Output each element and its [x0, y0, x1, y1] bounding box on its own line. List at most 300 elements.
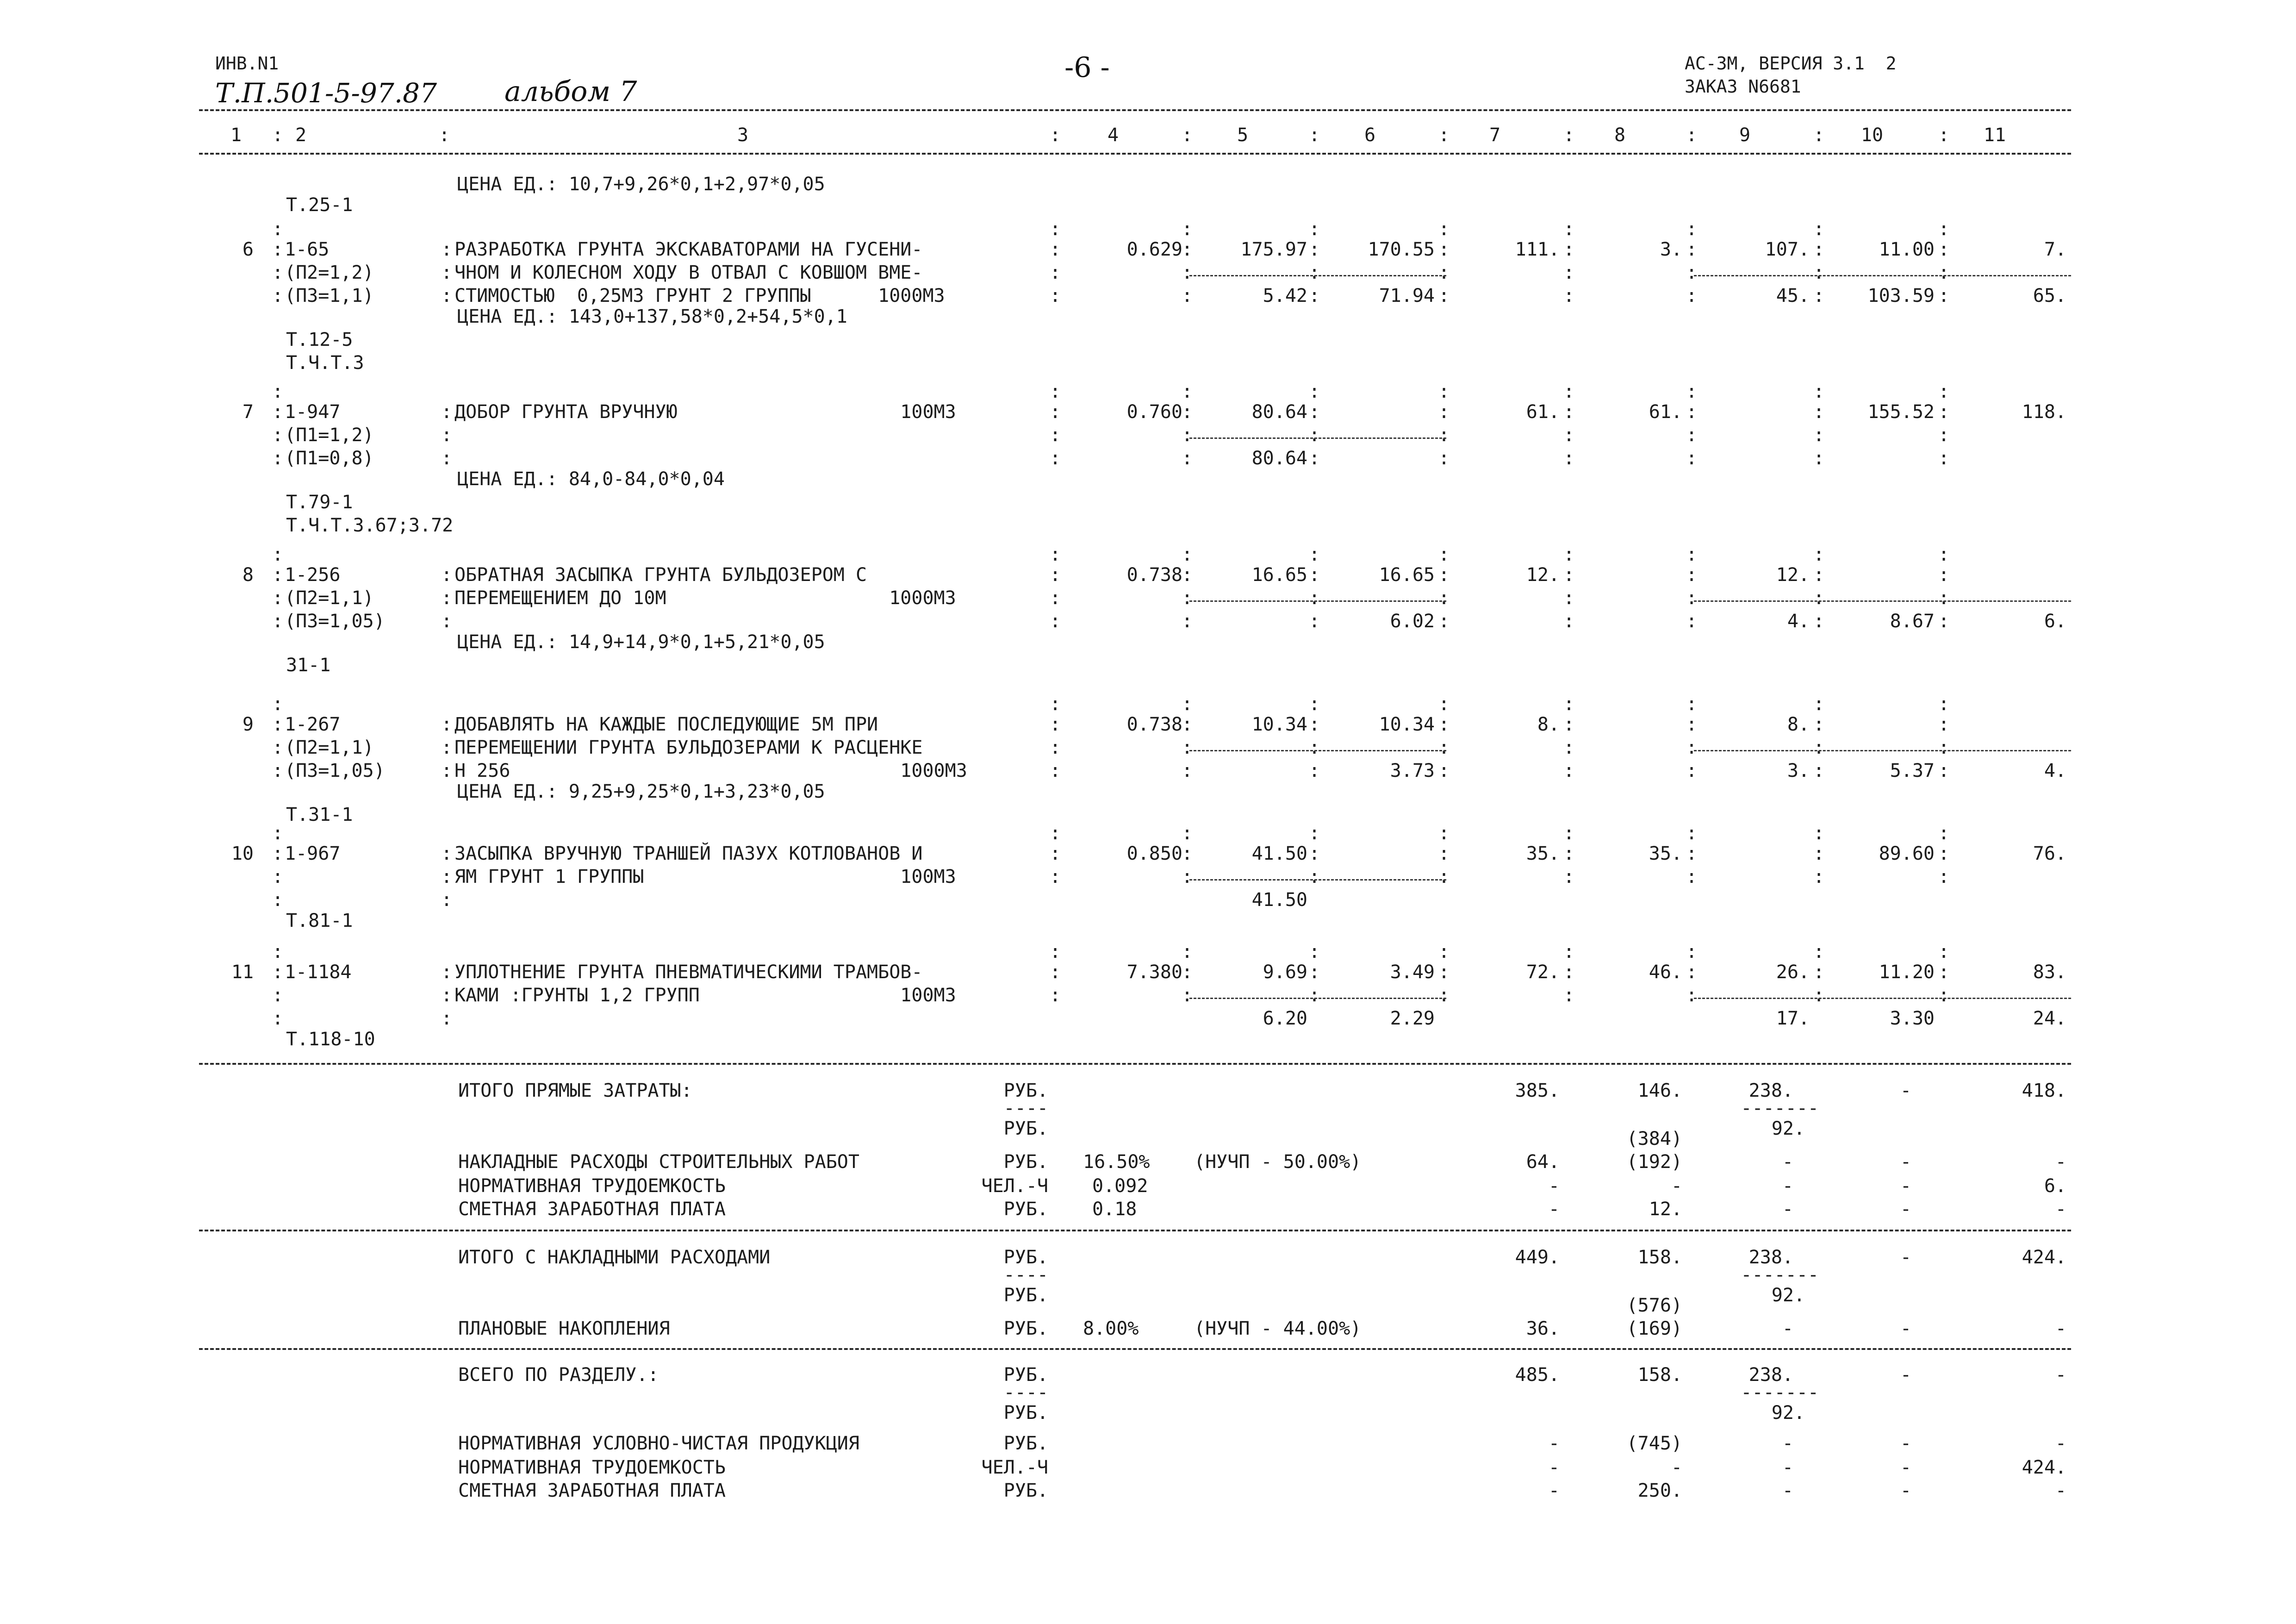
- total-label: ПЛАНОВЫЕ НАКОПЛЕНИЯ: [458, 1318, 670, 1339]
- row-colon: :: [1308, 544, 1320, 565]
- value-col9-sub: 45.: [1776, 285, 1810, 306]
- value-col9-sub: 17.: [1776, 1008, 1810, 1029]
- total-col11: 6.: [2044, 1175, 2066, 1197]
- row-colon: :: [272, 1008, 284, 1029]
- row-colon: :: [1686, 544, 1698, 565]
- column-colon: :: [1686, 125, 1698, 146]
- row-colon: :: [1438, 866, 1450, 887]
- row-colon: :: [1938, 941, 1950, 962]
- row-colon: :: [441, 714, 453, 735]
- row-colon: :: [1181, 985, 1193, 1006]
- row-colon: :: [1438, 714, 1450, 735]
- value-col5: 80.64: [1251, 401, 1307, 423]
- total-col10: -: [1900, 1151, 1911, 1173]
- row-colon: :: [1563, 262, 1575, 283]
- row-colon: :: [1563, 219, 1575, 240]
- value-col4: 0.629: [1126, 239, 1182, 260]
- row-colon: :: [441, 401, 453, 423]
- value-col8: 61.: [1649, 401, 1682, 423]
- row-colon: :: [1938, 425, 1950, 446]
- row-colon: :: [1181, 941, 1193, 962]
- cell-separator: [1694, 750, 2071, 751]
- rate-code: (П3=1,05): [285, 611, 385, 632]
- total-col9-2: 92.: [1771, 1285, 1805, 1306]
- column-colon: :: [272, 125, 284, 146]
- total-col7: 485.: [1515, 1364, 1560, 1386]
- row-colon: :: [1686, 448, 1698, 469]
- value-col6: 170.55: [1368, 239, 1435, 260]
- total-col9: -: [1782, 1433, 1793, 1454]
- column-colon: :: [1438, 125, 1450, 146]
- value-col10: 11.00: [1879, 239, 1935, 260]
- total-col9: 238.: [1748, 1080, 1793, 1101]
- row-colon: :: [1813, 587, 1825, 609]
- row-colon: :: [272, 866, 284, 887]
- row-colon: :: [1813, 381, 1825, 402]
- row-colon: :: [1938, 381, 1950, 402]
- row-colon: :: [1181, 219, 1193, 240]
- row-colon: :: [1813, 239, 1825, 260]
- row-colon: :: [1049, 262, 1061, 283]
- column-header-5: 5: [1237, 125, 1249, 146]
- row-colon: :: [1308, 587, 1320, 609]
- row-colon: :: [272, 285, 284, 306]
- value-col10-sub: 8.67: [1890, 611, 1935, 632]
- row-colon: :: [1438, 262, 1450, 283]
- row-colon: :: [1563, 941, 1575, 962]
- row-colon: :: [1686, 381, 1698, 402]
- row-colon: :: [1181, 587, 1193, 609]
- value-col9: 107.: [1765, 239, 1810, 260]
- total-coefficient: 0.18: [1092, 1199, 1137, 1220]
- row-colon: :: [1438, 843, 1450, 864]
- value-col7: 111.: [1515, 239, 1560, 260]
- reference: Т.12-5: [286, 329, 353, 350]
- total-col8-bracket: (384): [1626, 1128, 1682, 1149]
- row-colon: :: [1049, 564, 1061, 586]
- item-number: 7: [242, 401, 254, 423]
- value-col11: 83.: [2033, 962, 2066, 983]
- total-col9: -: [1782, 1318, 1793, 1339]
- item-number: 10: [231, 843, 254, 864]
- row-colon: :: [1686, 941, 1698, 962]
- row-colon: :: [1813, 611, 1825, 632]
- value-col5-sub: 80.64: [1251, 448, 1307, 469]
- total-col11: -: [2055, 1151, 2066, 1173]
- row-colon: :: [1049, 962, 1061, 983]
- column-header-8: 8: [1614, 125, 1626, 146]
- row-colon: :: [1181, 262, 1193, 283]
- row-colon: :: [1686, 611, 1698, 632]
- row-colon: :: [1686, 962, 1698, 983]
- total-col7: -: [1548, 1175, 1560, 1197]
- total-col8: 146.: [1637, 1080, 1682, 1101]
- row-colon: :: [1686, 737, 1698, 758]
- row-colon: :: [1938, 587, 1950, 609]
- row-colon: :: [441, 425, 453, 446]
- row-colon: :: [272, 239, 284, 260]
- row-colon: :: [1813, 693, 1825, 715]
- column-header-1: 1: [230, 125, 242, 146]
- row-colon: :: [272, 262, 284, 283]
- row-colon: :: [1049, 611, 1061, 632]
- rate-code: (П2=1,1): [285, 587, 374, 609]
- row-colon: :: [1308, 381, 1320, 402]
- column-header-9: 9: [1739, 125, 1751, 146]
- value-col4: 0.760: [1126, 401, 1182, 423]
- row-colon: :: [1308, 401, 1320, 423]
- total-label: ВСЕГО ПО РАЗДЕЛУ.:: [458, 1364, 659, 1386]
- value-col6: 16.65: [1379, 564, 1435, 586]
- row-colon: :: [1813, 760, 1825, 781]
- row-colon: :: [1686, 285, 1698, 306]
- row-colon: :: [1308, 962, 1320, 983]
- row-colon: :: [1813, 714, 1825, 735]
- row-colon: :: [1813, 962, 1825, 983]
- value-col9-sub: 4.: [1787, 611, 1810, 632]
- column-header-4: 4: [1107, 125, 1119, 146]
- total-unit-sep: ----: [1003, 1264, 1048, 1286]
- work-description: УПЛОТНЕНИЕ ГРУНТА ПНЕВМАТИЧЕСКИМИ ТРАМБОВ-: [454, 962, 923, 983]
- total-label: НАКЛАДНЫЕ РАСХОДЫ СТРОИТЕЛЬНЫХ РАБОТ: [458, 1151, 859, 1173]
- row-colon: :: [1308, 843, 1320, 864]
- row-colon: :: [1938, 962, 1950, 983]
- row-colon: :: [1049, 760, 1061, 781]
- value-col5-sub: 6.20: [1263, 1008, 1307, 1029]
- row-colon: :: [1438, 401, 1450, 423]
- value-col11: 7.: [2044, 239, 2066, 260]
- total-label: СМЕТНАЯ ЗАРАБОТНАЯ ПЛАТА: [458, 1199, 726, 1220]
- total-col9: -: [1782, 1199, 1793, 1220]
- row-colon: :: [1938, 285, 1950, 306]
- value-col4: 0.850: [1126, 843, 1182, 864]
- row-colon: :: [1563, 381, 1575, 402]
- unit-price: ЦЕНА ЕД.: 14,9+14,9*0,1+5,21*0,05: [457, 631, 825, 653]
- total-col9-sep: -------: [1741, 1098, 1819, 1119]
- row-colon: :: [1686, 866, 1698, 887]
- row-colon: :: [1938, 693, 1950, 715]
- row-colon: :: [1049, 401, 1061, 423]
- row-colon: :: [1438, 611, 1450, 632]
- total-col8: 250.: [1637, 1480, 1682, 1501]
- row-colon: :: [1438, 737, 1450, 758]
- work-description: ДОБОР ГРУНТА ВРУЧНУЮ 100М3: [454, 401, 956, 423]
- total-col8-bracket: (576): [1626, 1295, 1682, 1316]
- value-col6-sub: 3.73: [1390, 760, 1435, 781]
- value-col6: 3.49: [1390, 962, 1435, 983]
- column-header-10: 10: [1860, 125, 1884, 146]
- rate-code: 1-267: [285, 714, 341, 735]
- value-col7: 8.: [1537, 714, 1560, 735]
- row-colon: :: [1181, 714, 1193, 735]
- project-number: Т.П.501-5-97.87: [215, 77, 437, 109]
- total-unit-2: РУБ.: [1003, 1285, 1048, 1306]
- total-col10: -: [1900, 1480, 1911, 1501]
- row-colon: :: [1308, 262, 1320, 283]
- value-col10-sub: 103.59: [1867, 285, 1935, 306]
- total-label: НОРМАТИВНАЯ ТРУДОЕМКОСТЬ: [458, 1175, 726, 1197]
- rate-code: 1-947: [285, 401, 341, 423]
- value-col10: 89.60: [1879, 843, 1935, 864]
- row-colon: :: [1686, 985, 1698, 1006]
- reference: Т.118-10: [286, 1029, 375, 1050]
- cell-separator: [1189, 437, 1446, 439]
- reference: 31-1: [286, 655, 331, 676]
- album-label: альбом 7: [504, 75, 637, 108]
- reference: Т.25-1: [286, 194, 353, 216]
- row-colon: :: [1308, 737, 1320, 758]
- row-colon: :: [1813, 219, 1825, 240]
- row-colon: :: [1563, 962, 1575, 983]
- row-colon: :: [1181, 962, 1193, 983]
- total-label: НОРМАТИВНАЯ УСЛОВНО-ЧИСТАЯ ПРОДУКЦИЯ: [458, 1433, 859, 1454]
- row-colon: :: [1181, 823, 1193, 844]
- row-colon: :: [272, 219, 284, 240]
- row-colon: :: [1813, 941, 1825, 962]
- row-colon: :: [1938, 843, 1950, 864]
- total-col11: -: [2055, 1480, 2066, 1501]
- total-col7: -: [1548, 1433, 1560, 1454]
- row-colon: :: [1181, 564, 1193, 586]
- row-colon: :: [1686, 714, 1698, 735]
- rate-code: 1-256: [285, 564, 341, 586]
- total-col10: -: [1900, 1080, 1911, 1101]
- total-col7: -: [1548, 1457, 1560, 1478]
- row-colon: :: [441, 564, 453, 586]
- value-col7: 12.: [1526, 564, 1560, 586]
- row-colon: :: [1049, 425, 1061, 446]
- row-colon: :: [272, 544, 284, 565]
- value-col8: 35.: [1649, 843, 1682, 864]
- value-col11-sub: 4.: [2044, 760, 2066, 781]
- system-version: АС-3М, ВЕРСИЯ 3.1 2: [1685, 53, 1897, 74]
- unit-price: ЦЕНА ЕД.: 84,0-84,0*0,04: [457, 468, 725, 490]
- row-colon: :: [1049, 737, 1061, 758]
- row-colon: :: [1181, 843, 1193, 864]
- total-unit: РУБ.: [1003, 1247, 1048, 1268]
- row-colon: :: [1938, 401, 1950, 423]
- page-number: -6 -: [1064, 51, 1110, 84]
- row-colon: :: [1308, 985, 1320, 1006]
- value-col5-sub: 41.50: [1251, 889, 1307, 911]
- row-colon: :: [1686, 219, 1698, 240]
- row-colon: :: [1686, 587, 1698, 609]
- row-colon: :: [1563, 843, 1575, 864]
- total-col7: 449.: [1515, 1247, 1560, 1268]
- row-colon: :: [1813, 985, 1825, 1006]
- total-unit: ЧЕЛ.-Ч: [981, 1175, 1048, 1197]
- total-col8: 158.: [1637, 1364, 1682, 1386]
- work-description: ДОБАВЛЯТЬ НА КАЖДЫЕ ПОСЛЕДУЮЩИЕ 5М ПРИ: [454, 714, 878, 735]
- cell-separator: [1694, 600, 2071, 602]
- cell-separator: [1189, 750, 1446, 751]
- row-colon: :: [1308, 714, 1320, 735]
- value-col8: 46.: [1649, 962, 1682, 983]
- total-col9-sep: -------: [1741, 1382, 1819, 1403]
- total-col8: (169): [1626, 1318, 1682, 1339]
- total-label: СМЕТНАЯ ЗАРАБОТНАЯ ПЛАТА: [458, 1480, 726, 1501]
- reference: Т.31-1: [286, 804, 353, 825]
- total-col8: 158.: [1637, 1247, 1682, 1268]
- total-note: (НУЧП - 50.00%): [1194, 1151, 1362, 1173]
- column-header-7: 7: [1489, 125, 1501, 146]
- row-colon: :: [1563, 823, 1575, 844]
- row-colon: :: [1563, 611, 1575, 632]
- work-description: КАМИ :ГРУНТЫ 1,2 ГРУПП 100М3: [454, 985, 956, 1006]
- row-colon: :: [1308, 564, 1320, 586]
- row-colon: :: [272, 425, 284, 446]
- rate-code: (П1=0,8): [285, 448, 374, 469]
- row-colon: :: [1308, 866, 1320, 887]
- row-colon: :: [1813, 262, 1825, 283]
- work-description: ПЕРЕМЕЩЕНИИ ГРУНТА БУЛЬДОЗЕРАМИ К РАСЦЕНКЕ: [454, 737, 923, 758]
- row-colon: :: [1181, 611, 1193, 632]
- row-colon: :: [1686, 693, 1698, 715]
- row-colon: :: [1181, 448, 1193, 469]
- total-col10: -: [1900, 1199, 1911, 1220]
- row-colon: :: [272, 843, 284, 864]
- value-col5-sub: 5.42: [1263, 285, 1307, 306]
- row-colon: :: [1308, 239, 1320, 260]
- cell-separator: [1694, 998, 2071, 999]
- row-colon: :: [1308, 285, 1320, 306]
- row-colon: :: [272, 962, 284, 983]
- item-number: 11: [231, 962, 254, 983]
- rate-code: (П2=1,1): [285, 737, 374, 758]
- value-col5: 10.34: [1251, 714, 1307, 735]
- row-colon: :: [1438, 448, 1450, 469]
- row-colon: :: [1049, 714, 1061, 735]
- row-colon: :: [1938, 611, 1950, 632]
- row-colon: :: [441, 262, 453, 283]
- total-col7: -: [1548, 1199, 1560, 1220]
- total-label: НОРМАТИВНАЯ ТРУДОЕМКОСТЬ: [458, 1457, 726, 1478]
- row-colon: :: [1049, 985, 1061, 1006]
- total-col11: -: [2055, 1199, 2066, 1220]
- total-col9-2: 92.: [1771, 1118, 1805, 1139]
- row-colon: :: [272, 587, 284, 609]
- total-col11: 418.: [2022, 1080, 2066, 1101]
- row-colon: :: [1686, 425, 1698, 446]
- row-colon: :: [1938, 219, 1950, 240]
- reference: Т.79-1: [286, 492, 353, 513]
- row-colon: :: [1308, 219, 1320, 240]
- row-colon: :: [1049, 381, 1061, 402]
- total-coefficient: 0.092: [1092, 1175, 1148, 1197]
- total-col11: -: [2055, 1364, 2066, 1386]
- value-col10: 155.52: [1867, 401, 1935, 423]
- value-col6-sub: 2.29: [1390, 1008, 1435, 1029]
- total-col8: (745): [1626, 1433, 1682, 1454]
- rate-code: 1-1184: [285, 962, 352, 983]
- column-header-6: 6: [1364, 125, 1376, 146]
- column-header-2: 2: [295, 125, 307, 146]
- total-col9: -: [1782, 1151, 1793, 1173]
- work-description: ЗАСЫПКА ВРУЧНУЮ ТРАНШЕЙ ПАЗУХ КОТЛОВАНОВ И: [454, 843, 923, 864]
- row-colon: :: [1181, 239, 1193, 260]
- row-colon: :: [1938, 544, 1950, 565]
- total-unit: РУБ.: [1003, 1480, 1048, 1501]
- total-col9: 238.: [1748, 1364, 1793, 1386]
- cell-separator: [1189, 275, 1446, 276]
- row-colon: :: [1049, 219, 1061, 240]
- value-col5: 41.50: [1251, 843, 1307, 864]
- row-colon: :: [441, 611, 453, 632]
- row-colon: :: [1686, 239, 1698, 260]
- work-description: ОБРАТНАЯ ЗАСЫПКА ГРУНТА БУЛЬДОЗЕРОМ С: [454, 564, 867, 586]
- row-colon: :: [1686, 823, 1698, 844]
- total-percent: 8.00%: [1083, 1318, 1139, 1339]
- row-colon: :: [1563, 564, 1575, 586]
- row-colon: :: [1563, 760, 1575, 781]
- row-colon: :: [1563, 587, 1575, 609]
- column-colon: :: [1181, 125, 1193, 146]
- row-colon: :: [1181, 381, 1193, 402]
- cell-separator: [1189, 600, 1446, 602]
- cell-separator: [1189, 998, 1446, 999]
- row-colon: :: [1563, 285, 1575, 306]
- row-colon: :: [1938, 866, 1950, 887]
- row-colon: :: [1563, 448, 1575, 469]
- unit-price: ЦЕНА ЕД.: 10,7+9,26*0,1+2,97*0,05: [457, 174, 825, 195]
- column-colon: :: [438, 125, 450, 146]
- value-col7: 72.: [1526, 962, 1560, 983]
- total-unit: РУБ.: [1003, 1364, 1048, 1386]
- cell-separator: [1694, 275, 2071, 276]
- row-colon: :: [1813, 823, 1825, 844]
- row-colon: :: [1049, 587, 1061, 609]
- total-col8: -: [1671, 1457, 1682, 1478]
- row-colon: :: [441, 962, 453, 983]
- value-col5: 175.97: [1240, 239, 1307, 260]
- inventory-number: ИНВ.N1: [215, 53, 279, 74]
- rate-code: 1-65: [285, 239, 330, 260]
- total-col9: -: [1782, 1457, 1793, 1478]
- value-col7: 35.: [1526, 843, 1560, 864]
- row-colon: :: [1049, 941, 1061, 962]
- row-colon: :: [1686, 760, 1698, 781]
- row-colon: :: [1438, 285, 1450, 306]
- row-colon: :: [1049, 544, 1061, 565]
- unit-price: ЦЕНА ЕД.: 143,0+137,58*0,2+54,5*0,1: [457, 306, 847, 327]
- row-colon: :: [441, 1008, 453, 1029]
- rate-code: (П2=1,2): [285, 262, 374, 283]
- row-colon: :: [1813, 448, 1825, 469]
- total-col11: 424.: [2022, 1457, 2066, 1478]
- work-description: ПЕРЕМЕЩЕНИЕМ ДО 10М 1000М3: [454, 587, 956, 609]
- reference: Т.Ч.Т.3: [286, 352, 364, 374]
- row-colon: :: [441, 985, 453, 1006]
- row-colon: :: [1181, 401, 1193, 423]
- total-col8: (192): [1626, 1151, 1682, 1173]
- row-colon: :: [1181, 737, 1193, 758]
- row-colon: :: [1813, 866, 1825, 887]
- total-col9: -: [1782, 1175, 1793, 1197]
- total-col10: -: [1900, 1433, 1911, 1454]
- row-colon: :: [1686, 843, 1698, 864]
- row-colon: :: [272, 737, 284, 758]
- value-col6-sub: 6.02: [1390, 611, 1435, 632]
- row-colon: :: [1049, 285, 1061, 306]
- order-number: ЗАКАЗ N6681: [1685, 76, 1801, 97]
- total-col10: -: [1900, 1364, 1911, 1386]
- row-colon: :: [1308, 823, 1320, 844]
- row-colon: :: [1438, 425, 1450, 446]
- row-colon: :: [1181, 285, 1193, 306]
- row-colon: :: [272, 823, 284, 844]
- row-colon: :: [272, 714, 284, 735]
- row-colon: :: [1563, 985, 1575, 1006]
